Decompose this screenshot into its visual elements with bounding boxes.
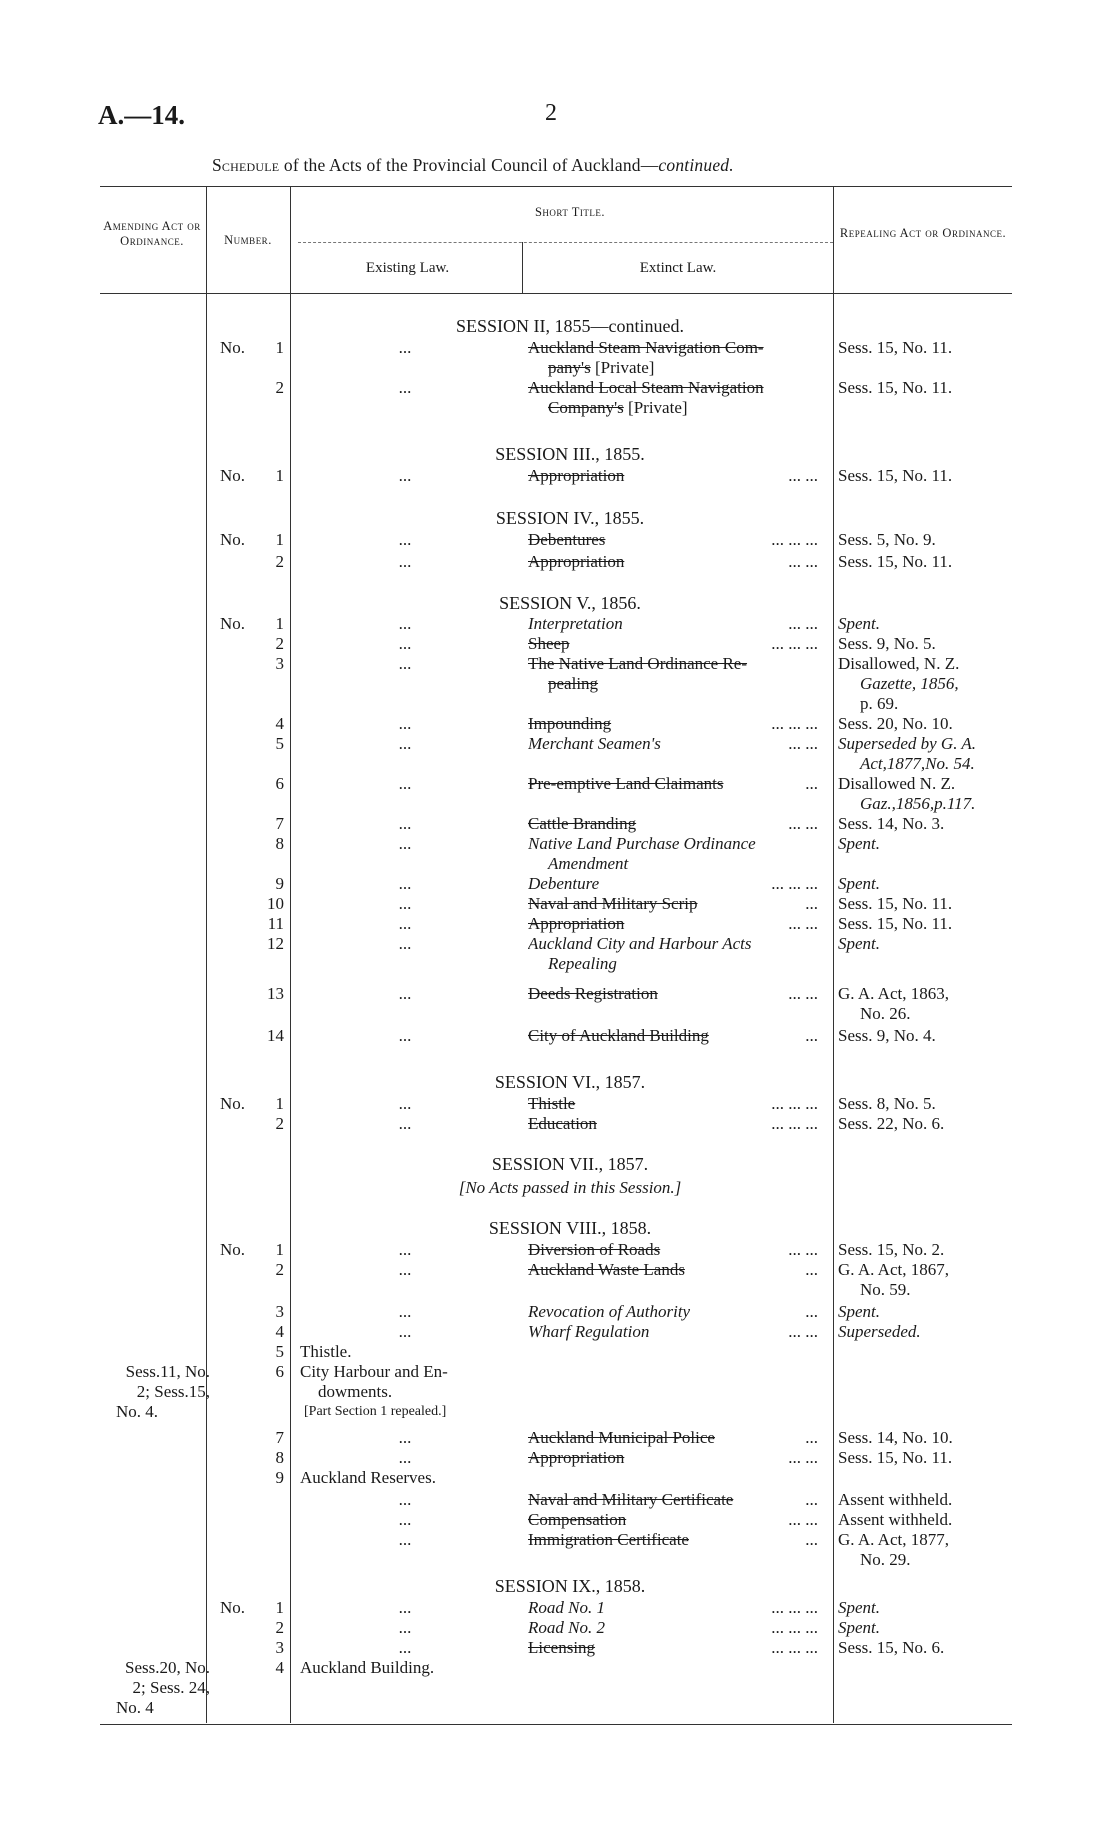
extinct-law: Merchant Seamen's ... ... <box>528 734 818 753</box>
session-heading: SESSION II, 1855—continued. <box>456 316 684 336</box>
repealing-act: Sess. 15, No. 11. <box>838 894 953 913</box>
existing-law: ... <box>398 1240 412 1259</box>
existing-law: ... <box>398 654 412 673</box>
act-number: 1 <box>275 530 284 549</box>
act-number: 12 <box>267 934 284 953</box>
extinct-law: Auckland Local Steam Navigation <box>528 378 764 397</box>
existing-law: ... <box>398 614 412 633</box>
table-row <box>0 530 1114 550</box>
session-heading: SESSION VII., 1857. <box>491 1154 649 1174</box>
table-row <box>0 1114 1114 1134</box>
act-number: 6 <box>275 774 284 793</box>
extinct-law: Deeds Registration ... ... <box>528 984 818 1003</box>
extinct-law: Compensation ... ... <box>528 1510 818 1529</box>
table-row <box>0 1468 1114 1488</box>
repealing-act: Spent. <box>838 1618 881 1637</box>
table-row <box>0 634 1114 654</box>
extinct-law: Debentures ... ... ... <box>528 530 818 549</box>
table-row <box>0 874 1114 894</box>
repealing-act: Disallowed N. Z. <box>838 774 956 793</box>
schedule-title <box>212 155 734 176</box>
repealing-act-cont: No. 59. <box>860 1280 911 1299</box>
repealing-act: Assent withheld. <box>838 1490 953 1509</box>
repealing-act: G. A. Act, 1867, <box>838 1260 949 1279</box>
table-row <box>0 894 1114 914</box>
repealing-act: Spent. <box>838 834 881 853</box>
table-row <box>0 1448 1114 1468</box>
table-row <box>0 1638 1114 1658</box>
number-prefix: No. <box>220 614 246 633</box>
repealing-act-cont: Gazette, 1856, <box>860 674 959 693</box>
existing-law: ... <box>398 894 412 913</box>
extinct-law: Auckland City and Harbour Acts <box>528 934 752 953</box>
table-row <box>0 466 1114 486</box>
act-number: 14 <box>267 1026 284 1045</box>
extinct-law: Debenture ... ... ... <box>528 874 818 893</box>
session-note: [No Acts passed in this Session.] <box>458 1178 682 1197</box>
repealing-act: Sess. 15, No. 2. <box>838 1240 945 1259</box>
session-heading: SESSION VIII., 1858. <box>488 1218 652 1238</box>
repealing-act: G. A. Act, 1863, <box>838 984 949 1003</box>
amending-act: Sess.20, No. <box>124 1658 210 1677</box>
act-number: 3 <box>275 1302 284 1321</box>
existing-law: ... <box>398 1428 412 1447</box>
extinct-law: Education ... ... ... <box>528 1114 818 1133</box>
extinct-law: Wharf Regulation ... ... <box>528 1322 818 1341</box>
existing-law: ... <box>398 1114 412 1133</box>
col-number: Number. <box>224 233 272 247</box>
repealing-act: Sess. 22, No. 6. <box>838 1114 945 1133</box>
existing-law: ... <box>398 466 412 485</box>
number-prefix: No. <box>220 338 246 357</box>
repealing-act: Superseded by G. A. <box>838 734 977 753</box>
act-number: 13 <box>267 984 284 1003</box>
act-number: 2 <box>275 634 284 653</box>
act-number: 1 <box>275 338 284 357</box>
table-row <box>0 1322 1114 1342</box>
act-number: 2 <box>275 1618 284 1637</box>
existing-law: ... <box>398 378 412 397</box>
extinct-law: Appropriation ... ... <box>528 1448 818 1467</box>
table-row <box>0 934 1114 954</box>
act-number: 2 <box>275 378 284 397</box>
existing-law: Auckland Building. <box>300 1658 435 1677</box>
table-row <box>0 714 1114 734</box>
existing-law: ... <box>398 1598 412 1617</box>
table-row <box>0 552 1114 572</box>
existing-law: ... <box>398 1094 412 1113</box>
session-heading: SESSION III., 1855. <box>495 444 645 464</box>
col-extinct-law: Extinct Law. <box>639 260 717 276</box>
act-number: 2 <box>275 552 284 571</box>
existing-law: City Harbour and En- <box>300 1362 448 1381</box>
number-prefix: No. <box>220 1240 246 1259</box>
extinct-law: Impounding ... ... ... <box>528 714 818 733</box>
table-row <box>0 1598 1114 1618</box>
table-row <box>0 834 1114 854</box>
extinct-law: Sheep ... ... ... <box>528 634 818 653</box>
repealing-act-cont: Act,1877,No. 54. <box>860 754 975 773</box>
act-number: 10 <box>267 894 284 913</box>
table-row <box>0 1094 1114 1114</box>
table-top-rule <box>100 186 1012 187</box>
table-row <box>0 1240 1114 1260</box>
repealing-act: Spent. <box>838 1302 881 1321</box>
act-number: 1 <box>275 1094 284 1113</box>
table-header-rule <box>100 293 1012 294</box>
table-row <box>0 1362 1114 1382</box>
act-number: 9 <box>275 1468 284 1487</box>
repealing-act: Spent. <box>838 1598 881 1617</box>
extinct-law-cont: pealing <box>548 674 599 693</box>
existing-law: ... <box>398 1322 412 1341</box>
amending-act: Sess.11, No. <box>125 1362 210 1381</box>
extinct-law: Appropriation ... ... <box>528 914 818 933</box>
repealing-act-cont: p. 69. <box>860 694 899 713</box>
repealing-act: Sess. 15, No. 6. <box>838 1638 945 1657</box>
extinct-law: Road No. 1 ... ... ... <box>528 1598 818 1617</box>
repealing-act: Sess. 15, No. 11. <box>838 914 953 933</box>
col-short-title: Short Title. <box>534 205 606 219</box>
extinct-law: Auckland Waste Lands ... <box>528 1260 818 1279</box>
col-amending: Amending Act or Ordinance. <box>103 219 201 248</box>
existing-law: ... <box>398 1510 412 1529</box>
number-prefix: No. <box>220 530 246 549</box>
extinct-law: Naval and Military Certificate ... <box>528 1490 818 1509</box>
repealing-act: Sess. 8, No. 5. <box>838 1094 936 1113</box>
extinct-law: City of Auckland Building ... <box>528 1026 818 1045</box>
table-row <box>0 774 1114 794</box>
extinct-law: Appropriation ... ... <box>528 552 818 571</box>
table-row <box>0 1260 1114 1280</box>
schedule-title-continued: continued. <box>658 155 734 175</box>
session-heading: SESSION IX., 1858. <box>494 1576 646 1596</box>
table-row <box>0 1026 1114 1046</box>
repealing-act: Disallowed, N. Z. <box>838 654 960 673</box>
existing-law: ... <box>398 1260 412 1279</box>
table-row <box>0 614 1114 634</box>
table-row <box>0 734 1114 754</box>
extinct-law: Thistle ... ... ... <box>528 1094 818 1113</box>
table-row <box>0 1510 1114 1530</box>
col-existing-law: Existing Law. <box>365 260 450 276</box>
extinct-law: Interpretation ... ... <box>528 614 818 633</box>
existing-law: ... <box>398 552 412 571</box>
existing-law: ... <box>398 934 412 953</box>
repealing-act: Sess. 15, No. 11. <box>838 338 953 357</box>
extinct-law: Native Land Purchase Ordinance <box>528 834 756 853</box>
extinct-law: Appropriation ... ... <box>528 466 818 485</box>
existing-law: ... <box>398 338 412 357</box>
number-prefix: No. <box>220 1598 246 1617</box>
repealing-act: Sess. 15, No. 11. <box>838 1448 953 1467</box>
act-number: 11 <box>267 914 284 933</box>
table-row <box>0 814 1114 834</box>
schedule-title-sc: Schedule <box>212 155 280 175</box>
table-row <box>0 1428 1114 1448</box>
existing-law: ... <box>398 714 412 733</box>
repealing-act-cont: Gaz.,1856,p.117. <box>860 794 976 813</box>
existing-law: Auckland Reserves. <box>300 1468 436 1487</box>
extinct-law-cont: pany's [Private] <box>548 358 655 377</box>
existing-law: ... <box>398 1638 412 1657</box>
table-row <box>0 1490 1114 1510</box>
table-row <box>0 914 1114 934</box>
existing-law: ... <box>398 634 412 653</box>
repealing-act: Sess. 15, No. 11. <box>838 552 953 571</box>
table-row <box>0 984 1114 1004</box>
extinct-law: Auckland Steam Navigation Com- <box>528 338 764 357</box>
existing-law: ... <box>398 984 412 1003</box>
extinct-law: Revocation of Authority ... <box>528 1302 818 1321</box>
existing-law: ... <box>398 1530 412 1549</box>
repealing-act: Sess. 9, No. 5. <box>838 634 936 653</box>
table-row <box>0 338 1114 358</box>
existing-law: ... <box>398 774 412 793</box>
table-row <box>0 1530 1114 1550</box>
act-number: 4 <box>275 714 284 733</box>
act-number: 3 <box>275 654 284 673</box>
amending-act-cont: No. 4 <box>116 1698 154 1717</box>
page-number: 2 <box>545 100 557 126</box>
col-repealing: Repealing Act or Ordinance. <box>839 226 1007 240</box>
extinct-law: Road No. 2 ... ... ... <box>528 1618 818 1637</box>
extinct-law: Cattle Branding ... ... <box>528 814 818 833</box>
amending-act-cont: 2; Sess. 24, <box>132 1678 210 1697</box>
act-number: 1 <box>275 614 284 633</box>
table-row <box>0 1302 1114 1322</box>
act-number: 1 <box>275 466 284 485</box>
number-prefix: No. <box>220 466 246 485</box>
existing-law: Thistle. <box>300 1342 352 1361</box>
repealing-act-cont: No. 26. <box>860 1004 911 1023</box>
extinct-law: Immigration Certificate ... <box>528 1530 818 1549</box>
existing-law: ... <box>398 814 412 833</box>
amending-act-cont: No. 4. <box>116 1402 159 1421</box>
repealing-act: Sess. 14, No. 10. <box>838 1428 953 1447</box>
act-number: 5 <box>275 734 284 753</box>
repealing-act: Assent withheld. <box>838 1510 953 1529</box>
extinct-law: The Native Land Ordinance Re- <box>528 654 748 673</box>
existing-law: ... <box>398 1618 412 1637</box>
document-reference: A.—14. <box>98 100 185 130</box>
repealing-act: Sess. 15, No. 11. <box>838 466 953 485</box>
act-number: 7 <box>275 1428 284 1447</box>
repealing-act: Sess. 20, No. 10. <box>838 714 953 733</box>
act-number: 6 <box>275 1362 284 1381</box>
repealing-act: Spent. <box>838 874 881 893</box>
act-number: 3 <box>275 1638 284 1657</box>
existing-law: ... <box>398 914 412 933</box>
repealing-act: Superseded. <box>838 1322 921 1341</box>
session-heading: SESSION IV., 1855. <box>495 508 645 528</box>
act-number: 4 <box>275 1658 284 1677</box>
extinct-law: Diversion of Roads ... ... <box>528 1240 818 1259</box>
table-bottom-rule <box>100 1724 1012 1725</box>
extinct-law-cont: Amendment <box>548 854 629 873</box>
table-row <box>0 1342 1114 1362</box>
repealing-act: G. A. Act, 1877, <box>838 1530 949 1549</box>
table-row <box>0 1658 1114 1678</box>
act-number: 9 <box>275 874 284 893</box>
repealing-act: Spent. <box>838 934 881 953</box>
table-row <box>0 378 1114 398</box>
act-number: 7 <box>275 814 284 833</box>
existing-law: ... <box>398 834 412 853</box>
existing-law: ... <box>398 734 412 753</box>
table-row <box>0 1618 1114 1638</box>
extinct-law-cont: Company's [Private] <box>548 398 688 417</box>
act-number: 8 <box>275 1448 284 1467</box>
act-number: 8 <box>275 834 284 853</box>
repealing-act: Sess. 14, No. 3. <box>838 814 945 833</box>
schedule-title-text: of the Acts of the Provincial Council of Auckland— <box>279 155 659 175</box>
extinct-law: Auckland Municipal Police ... <box>528 1428 818 1447</box>
existing-law: ... <box>398 530 412 549</box>
amending-act-cont: 2; Sess.15, <box>136 1382 210 1401</box>
repealing-act: Spent. <box>838 614 881 633</box>
existing-law: ... <box>398 1302 412 1321</box>
existing-law: ... <box>398 1490 412 1509</box>
col-divider-3 <box>522 242 523 294</box>
extinct-law-cont: Repealing <box>548 954 617 973</box>
existing-law: ... <box>398 1026 412 1045</box>
existing-law-cont: dowments. <box>318 1382 393 1401</box>
act-number: 2 <box>275 1260 284 1279</box>
extinct-law: Pre-emptive Land Claimants ... <box>528 774 818 793</box>
repealing-act: Sess. 9, No. 4. <box>838 1026 936 1045</box>
repealing-act: Sess. 5, No. 9. <box>838 530 936 549</box>
repealing-act-cont: No. 29. <box>860 1550 911 1569</box>
act-number: 4 <box>275 1322 284 1341</box>
act-number: 2 <box>275 1114 284 1133</box>
act-number: 1 <box>275 1598 284 1617</box>
existing-law: ... <box>398 874 412 893</box>
existing-law: ... <box>398 1448 412 1467</box>
extinct-law: Licensing ... ... ... <box>528 1638 818 1657</box>
existing-law-note: [Part Section 1 repealed.] <box>304 1404 447 1419</box>
extinct-law: Naval and Military Scrip ... <box>528 894 818 913</box>
act-number: 5 <box>275 1342 284 1361</box>
repealing-act: Sess. 15, No. 11. <box>838 378 953 397</box>
session-heading: SESSION V., 1856. <box>499 593 641 613</box>
act-number: 1 <box>275 1240 284 1259</box>
number-prefix: No. <box>220 1094 246 1113</box>
session-heading: SESSION VI., 1857. <box>494 1072 646 1092</box>
short-title-divider <box>298 242 833 243</box>
table-row <box>0 654 1114 674</box>
